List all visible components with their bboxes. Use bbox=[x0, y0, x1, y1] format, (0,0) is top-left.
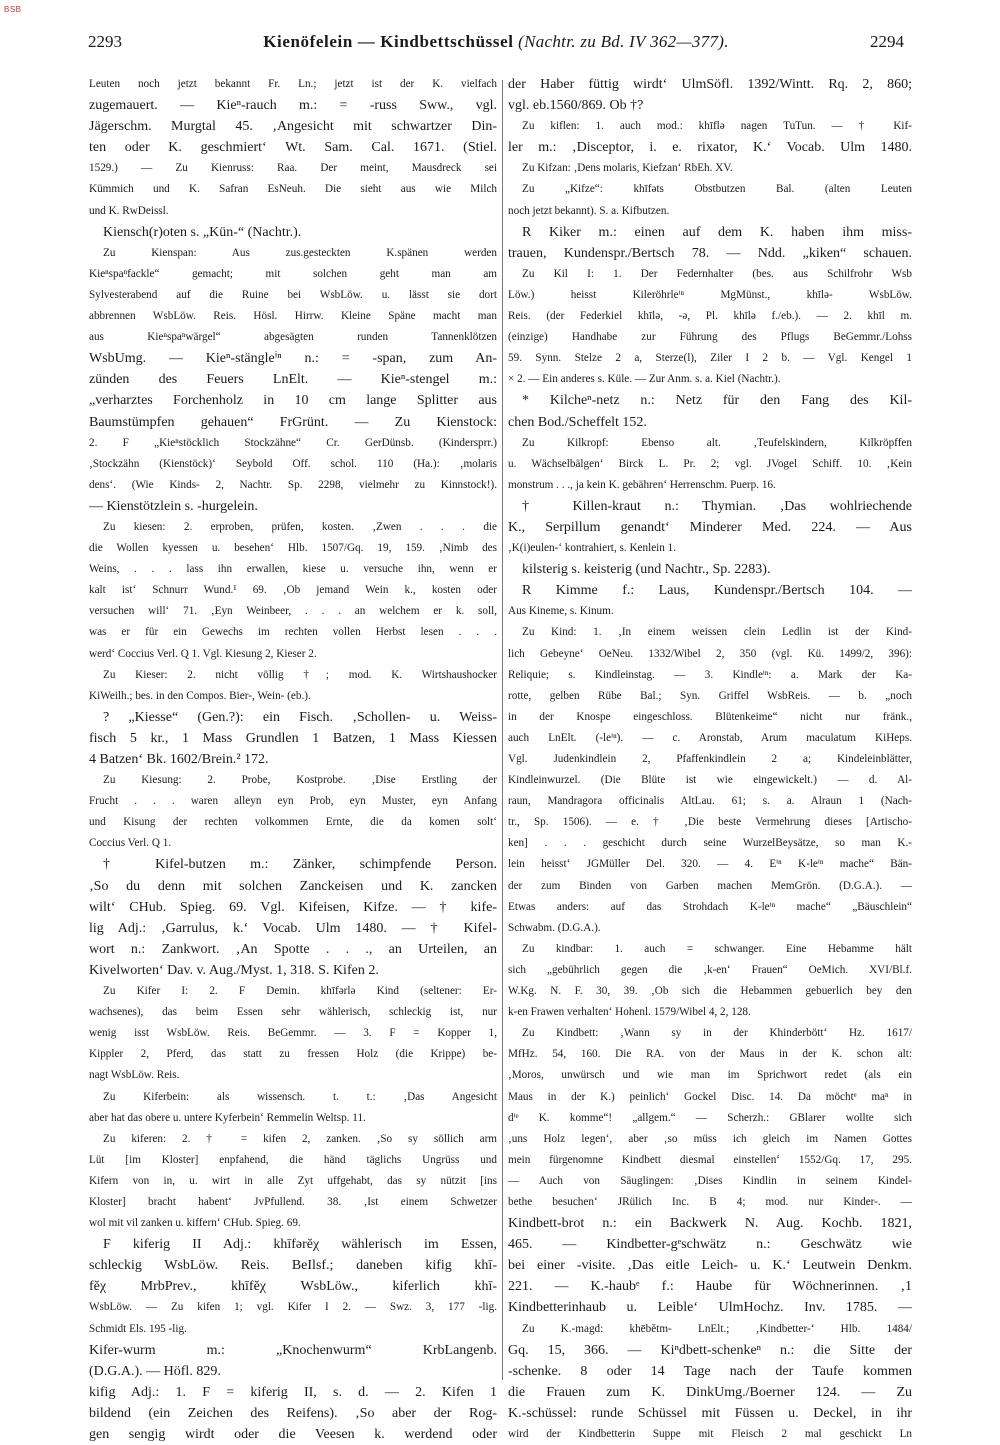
text-line: zünden des Feuers LnElt. — Kieⁿ-stengel m.: bbox=[89, 372, 497, 388]
text-line: Kümmich und K. Safran EsNeuh. Die sieht aus wie Milch bbox=[89, 183, 497, 196]
text-line: Zu Kifzan: ‚Dens molaris, Kiefzan‘ RbEh. XV. bbox=[522, 162, 733, 175]
text-line: ‚So du denn mit solchen Zanckeisen und K. zancken bbox=[89, 878, 497, 894]
text-line: Zu Kil I: 1. Der Federnhalter (bes. aus Schilfrohr Wsb bbox=[522, 267, 912, 280]
text-line: ‚Stockzähn (Kienstöck)‘ Seybold Off. schol. 110 (Ha.): ‚molaris bbox=[89, 457, 497, 470]
text-line: Zu Kienspan: Aus zus.gesteckten K.spänen werden bbox=[103, 246, 497, 259]
text-line: schleckig WsbLöw. Reis. BeIlsf.; daneben kifig khī- bbox=[89, 1258, 497, 1274]
text-line: Zu Kindbett: ‚Wann sy in der Khinderbött‘ Hz. 1617/ bbox=[522, 1027, 912, 1040]
text-line: × 2. — Ein anderes s. Küle. — Zur Anm. s. a. Kiel (Nachtr.). bbox=[508, 373, 781, 386]
text-line: Zu kiferen: 2. † = kifen 2, zanken. ‚So sy söllich arm bbox=[103, 1132, 497, 1145]
text-line: aus Kieⁿspaⁿwärgel“ abgesägten runden Tannenklötzen bbox=[89, 331, 497, 344]
text-line: fisch 5 kr., 1 Mass Grundlen 1 Batzen, 1 Mass Kiessen bbox=[89, 730, 497, 746]
text-line: Aus Kineme, s. Kinum. bbox=[508, 605, 614, 618]
text-line: der Haber füttig wirdt‘ UlmSöfl. 1392/Wintt. Rq. 2, 860; bbox=[508, 77, 912, 92]
text-line: Kindbetterinhaub u. Leible‘ UlmHochz. Inv. 1785. — bbox=[508, 1300, 912, 1316]
text-line: ler m.: ‚Disceptor, i. e. rixator, K.‘ Vocab. Ulm 1480. bbox=[508, 140, 912, 156]
text-line: gen sengig wirdt oder die Veesen k. werdend oder bbox=[89, 1427, 497, 1442]
text-line: monstrum . . ., ja kein K. gebähren‘ Herrenschm. Puerp. 16. bbox=[508, 478, 776, 491]
text-line: — Kienstötzlein s. -hurgelein. bbox=[89, 498, 258, 514]
text-line: lein heisst‘ JGMüller Del. 320. — 4. Eⁱⁿ K-leⁱⁿ mache“ Bän- bbox=[508, 858, 912, 871]
text-line: trauen, Kundenspr./Bertsch 78. — Ndd. „kiken“ schauen. bbox=[508, 245, 912, 261]
text-line: mein fürgenomne Kindbett diesmal einstellen‘ 1552/Gq. 17, 295. bbox=[508, 1153, 912, 1166]
text-line: Sylvesterabend auf die Ruine bei WsbLöw. u. lässt sie dort bbox=[89, 288, 497, 301]
text-line: Etwas anders: auf das Strohdach K-leⁱⁿ mache“ „Bäuschlein“ bbox=[508, 900, 912, 913]
text-line: der zum Binden von Garben machen MemGrön. (D.G.A.). — bbox=[508, 879, 912, 892]
text-line: Zu Kieser: 2. nicht völlig †; mod. K. Wirtshaushocker bbox=[103, 668, 497, 681]
text-line: Zu kiflen: 1. auch mod.: khīflə nagen TuTun. — † Kif- bbox=[522, 120, 912, 133]
text-line: Vgl. Judenkindlein 2, Pfaffenkindlein 2 a; Kindeleinblätter, bbox=[508, 753, 912, 765]
text-line: dens‘. (Wie Kinds- 2, Nachtr. Sp. 2298, vielmehr zu Kinnstock!). bbox=[89, 478, 497, 491]
text-line: und Kisung der rechten volkommen Ernte, die da komen solt‘ bbox=[89, 816, 497, 829]
library-stamp: BSB bbox=[4, 5, 22, 14]
text-line: vgl. eb.1560/869. Ob †? bbox=[508, 98, 644, 114]
text-line: Kloster] bracht habent‘ JvPfullend. 38. ‚Ist einem Schwetzer bbox=[89, 1195, 497, 1208]
text-line: lich Gebeyne‘ OeNeu. 1332/Wibel 2, 350 (vgl. Kü. 1499/2, 396): bbox=[508, 647, 912, 660]
text-line: Kindleinwurzel. (Die Blüte ist wie eingewickelt.) — d. Al- bbox=[508, 774, 912, 787]
running-title bbox=[88, 32, 904, 52]
text-line: „verharztes Forchenholz in 10 cm lange Splitter aus bbox=[89, 393, 497, 409]
text-line: ten oder K. geschmiert‘ Wt. Sam. Cal. 1671. (Stiel. bbox=[89, 140, 497, 156]
text-line: wol mit vil zanken u. kiffern‘ CHub. Spieg. 69. bbox=[89, 1217, 301, 1230]
text-line: Zu kiesen: 2. erproben, prüfen, kosten. ‚Zwen . . . die bbox=[103, 520, 497, 533]
running-title-main: Kienöfelein — Kindbettschüssel bbox=[263, 32, 514, 51]
text-line: kifig Adj.: 1. F = kiferig II, s. d. — 2. Kifen 1 bbox=[89, 1384, 497, 1400]
text-line: R Kiker m.: einen auf dem K. haben ihm miss- bbox=[522, 224, 912, 240]
text-line: u. Wächselbälgen‘ Birck L. Pr. 2; vgl. JVogel Schiff. 10. ‚Kein bbox=[508, 457, 912, 470]
text-line: wachsenes), das beim Essen sehr wählerisch, schleckig ist, nur bbox=[89, 1006, 497, 1019]
text-line: Kippler 2, Pferd, das statt zu fressen Holz (die Krippe) be- bbox=[89, 1048, 497, 1061]
text-line: fĕχ MrbPrev., khīfĕχ WsbLöw., kiferlich khī- bbox=[89, 1279, 497, 1295]
page-number-left: 2293 bbox=[88, 32, 122, 51]
text-line: versuchen will‘ 71. ‚Eyn Weinbeer, . . . an welchem er k. soll, bbox=[89, 605, 497, 618]
text-line: bethe besuchen‘ JRülich Inc. B 4; mod. nur Kinder-. — bbox=[508, 1195, 912, 1208]
text-line: Zu kindbar: 1. auch = schwanger. Eine Hebamme hält bbox=[522, 942, 912, 955]
text-line: abbrennen WsbLöw. Reis. Hösl. Hirrw. Kleine Späne macht man bbox=[89, 310, 497, 323]
text-line: bei einer -visite. ‚Das eitle Leich- u. K.‘ Leutwein Denkm. bbox=[508, 1258, 912, 1274]
text-line: Kieⁿspaⁿfackle“ gemacht; mit solchen geht man am bbox=[89, 267, 497, 280]
text-line: (einzige) Handhabe zur Führung des Pflugs BeGemmr./Lohss bbox=[508, 331, 912, 344]
text-line: ken] . . . geschicht durch seine WurzelBeysätze, so man K.- bbox=[508, 837, 912, 850]
left-text-column bbox=[89, 74, 497, 1445]
text-line: Schwabm. (D.G.A.). bbox=[508, 921, 601, 934]
text-line: Coccius Verl. Q 1. bbox=[89, 837, 172, 850]
text-line: in der Knospe eingeschloss. Blütenkeime“ nicht nur fränk., bbox=[508, 710, 912, 723]
text-line: wenig isst WsbLöw. Reis. BeGemmr. — 3. F = Kopper 1, bbox=[89, 1027, 497, 1040]
text-line: Kindbett-brot n.: ein Backwerk N. Aug. Kochb. 1821, bbox=[508, 1216, 912, 1232]
text-line: tr., Sp. 1506). — e. † ‚Die beste Vermehrung dieses [Artischo- bbox=[508, 816, 912, 829]
text-line: 59. Synn. Stelze 2 a, Sterze(l), Ziler I 2 b. — Vgl. Kengel 1 bbox=[508, 352, 912, 365]
text-line: R Kimme f.: Laus, Kundenspr./Bertsch 104. — bbox=[522, 583, 912, 599]
text-line: raun, Mandragora officinalis AltLau. 61; s. a. Alraun 1 (Nach- bbox=[508, 795, 912, 808]
text-line: Kivelworten‘ Dav. v. Aug./Myst. 1, 318. S. Kifen 2. bbox=[89, 962, 379, 978]
text-line: F kiferig II Adj.: khīfərĕχ wählerisch im Essen, bbox=[103, 1237, 497, 1253]
text-line: die Wollen kyessen u. besehen‘ Hlb. 1507/Gq. 19, 159. ‚Nimb des bbox=[89, 542, 497, 555]
text-line: was er für ein Gewechs im rechten vollen Herbst lesen . . . bbox=[89, 626, 497, 639]
text-line: die Frauen zum K. DinkUmg./Boerner 124. — Zu bbox=[508, 1384, 912, 1400]
text-line: werd‘ Coccius Verl. Q 1. Vgl. Kiesung 2, Kieser 2. bbox=[89, 647, 317, 660]
text-line: und K. RwDeissl. bbox=[89, 204, 169, 217]
text-line: Zu K.-magd: khēbĕtm- LnElt.; ‚Kindbetter-‘ Hlb. 1484/ bbox=[522, 1322, 912, 1335]
running-title-note: (Nachtr. zu Bd. IV 362—377). bbox=[518, 32, 729, 51]
text-line: Zu Kilkropf: Ebenso alt. ‚Teufelskindern, Kilkröpffen bbox=[522, 436, 912, 449]
text-line: (D.G.A.). — Höfl. 829. bbox=[89, 1363, 221, 1379]
text-line: WsbUmg. — Kieⁿ-stängleⁱⁿ n.: = -span, zum An- bbox=[89, 351, 497, 367]
text-line: Zu Kifer I: 2. F Demin. khīfərlə Kind (seltener: Er- bbox=[103, 985, 497, 998]
text-line: 2. F „Kieⁿstöcklich Stockzähne“ Cr. GerDünsb. (Kindersprr.) bbox=[89, 436, 497, 449]
column-divider bbox=[502, 80, 503, 1380]
text-line: wird der Kindbetterin Suppe mit Fleisch 2 mal geschickt Ln bbox=[508, 1428, 912, 1440]
text-line: ‚Moros, unwürsch und wie man im Sprichwort redet (als ein bbox=[508, 1069, 912, 1082]
text-line: K., Serpillum genandt‘ Minderer Med. 224. — Aus bbox=[508, 519, 912, 535]
text-line: wilt‘ CHub. Spieg. 69. Vgl. Kifeisen, Kifze. — † kife- bbox=[89, 899, 497, 915]
text-line: Kifern von in, u. wirt in alle Zyt uffgehabt, das sy nützit [ins bbox=[89, 1174, 497, 1187]
text-line: W.Kg. N. F. 30, 39. ‚Ob sich die Hebammen gebuerlich bey den bbox=[508, 985, 912, 998]
text-line: nagt WsbLöw. Reis. bbox=[89, 1069, 180, 1082]
text-line: kilsterig s. keisterig (und Nachtr., Sp. 2283). bbox=[522, 562, 771, 578]
text-line: Löw.) heisst Kileröhrleⁱⁿ MgMünst., khīlə- WsbLöw. bbox=[508, 288, 912, 301]
text-line: † Kifel-butzen m.: Zänker, schimpfende Person. bbox=[103, 857, 497, 873]
text-line: sich „gebührlich gegen die ‚k-en‘ Frauen“ OeMich. XVI/Bl.f. bbox=[508, 963, 912, 976]
text-line: Zu Kiesung: 2. Probe, Kostprobe. ‚Dise Erstling der bbox=[103, 774, 497, 787]
text-line: Kiensch(r)oten s. „Kün-“ (Nachtr.). bbox=[103, 224, 302, 240]
text-line: bildend (ein Zeichen des Reifens). ‚So aber der Rog- bbox=[89, 1405, 497, 1421]
text-line: dⁱᵉ K. komme“! „allgem.“ — Scherzh.: GBlarer wollte sich bbox=[508, 1111, 912, 1124]
text-line: KiWeilh.; bes. in den Compos. Bier-, Wein- (eb.). bbox=[89, 689, 311, 702]
text-line: Baumstümpfen gehauen“ FrGrünt. — Zu Kienstock: bbox=[89, 414, 497, 430]
text-line: 1529.) — Zu Kienruss: Raa. Der meint, Mausdreck sei bbox=[89, 162, 497, 175]
text-line: Zu „Kifze“: khīfəts Obstbutzen Bal. (alten Leuten bbox=[522, 183, 912, 196]
text-line: Lüt [im Kloster] enpfahend, die händ täglichs Ungrüss und bbox=[89, 1153, 497, 1166]
text-line: Leuten noch jetzt bekannt Fr. Ln.; jetzt ist der K. vielfach bbox=[89, 78, 497, 90]
right-text-column bbox=[508, 74, 912, 1445]
text-line: Kifer-wurm m.: „Knochenwurm“ KrbLangenb. bbox=[89, 1342, 497, 1358]
text-line: Schmidt Els. 195 -lig. bbox=[89, 1322, 187, 1335]
text-line: K.-schüssel: runde Schüssel mit Füssen u. Deckel, in ihr bbox=[508, 1405, 912, 1421]
text-line: Frucht . . . waren alleyn eyn Prob, eyn Muster, eyn Anfang bbox=[89, 795, 497, 808]
text-line: 4 Batzen‘ Bk. 1602/Brein.² 172. bbox=[89, 752, 269, 767]
text-line: k-en Frawen verhalten‘ Hohenl. 1579/Wibel 4, 2, 128. bbox=[508, 1006, 751, 1019]
text-line: Reliquie; s. Kindleinstag. — 3. Kindleⁱⁿ: a. Mark der Ka- bbox=[508, 668, 912, 681]
page-number-right: 2294 bbox=[870, 32, 904, 51]
text-line: Maus in der K.) peinlich‘ Gockel Disc. 14. Da möchtᵉ maⁿ in bbox=[508, 1090, 912, 1103]
text-line: — Auch von Säuglingen: ‚Dises Kindlin in seinem Kindel- bbox=[508, 1174, 912, 1187]
text-line: ‚K(i)eulen-‘ kontrahiert, s. Kenlein 1. bbox=[508, 542, 677, 555]
text-line: Reis. (der Federkiel khīlə, -ə, Pl. khīlə f./eb.). — 2. khīl m. bbox=[508, 310, 912, 323]
text-line: rotte, gelben Rübe Bal.; Syn. Griffel WsbReis. — b. „noch bbox=[508, 689, 912, 702]
text-line: Zu Kind: 1. ‚In einem weissen clein Ledlin ist der Kind- bbox=[522, 626, 912, 639]
text-line: WsbLöw. — Zu kifen 1; vgl. Kifer I 2. — Swz. 3, 177 -lig. bbox=[89, 1301, 497, 1314]
text-line: chen Bod./Scheffelt 152. bbox=[508, 414, 647, 430]
text-line: ? „Kiesse“ (Gen.?): ein Fisch. ‚Schollen- u. Weiss- bbox=[103, 709, 497, 725]
text-line: lig Adj.: ‚Garrulus, k.‘ Vocab. Ulm 1480. — † Kifel- bbox=[89, 920, 497, 936]
text-line: zugemauert. — Kieⁿ-rauch m.: = -russ Sww., vgl. bbox=[89, 98, 497, 114]
text-line: wort n.: Zankwort. ‚An Spotte . . ., an Urteilen, an bbox=[89, 941, 497, 957]
text-line: † Killen-kraut n.: Thymian. ‚Das wohlriechende bbox=[522, 498, 912, 514]
text-line: Weins, . . . lass ihn erwallen, kiese u. versuche ihn, wenn er bbox=[89, 563, 497, 576]
text-line: 221. — K.-haubᵉ f.: Haube für Wöchnerinnen. ‚1 bbox=[508, 1279, 912, 1295]
text-line: Jägerschm. Murgtal 45. ‚Angesicht mit schwartzer Din- bbox=[89, 119, 497, 135]
text-line: -schenke. 8 oder 14 Tage nach der Taufe kommen bbox=[508, 1363, 912, 1379]
text-line: MfHz. 54, 160. Die RA. von der Maus in der K. schon alt: bbox=[508, 1048, 912, 1061]
text-line: ‚uns Holz legen‘, aber ‚so müss ich gleich im Namen Gottes bbox=[508, 1132, 912, 1145]
text-line: auch LnElt. (-leⁱⁿ). — c. Aronstab, Arum maculatum KiHeps. bbox=[508, 731, 912, 744]
text-line: Gq. 15, 366. — Kiⁿdbett-schenkeⁿ n.: die Sitte der bbox=[508, 1342, 912, 1358]
page-header bbox=[88, 32, 904, 58]
text-line: Zu Kiferbein: als wissensch. t. t.: ‚Das Angesicht bbox=[103, 1090, 497, 1103]
text-line: 465. — Kindbetter-gᵉschwätz n.: Geschwätz wie bbox=[508, 1237, 912, 1253]
text-line: kalt ist‘ Schnurr Wund.¹ 69. ‚Ob jemand Wein k., kosten oder bbox=[89, 584, 497, 597]
text-line: aber hat das obere u. untere Kyferbein‘ Remmelin Weltsp. 11. bbox=[89, 1111, 366, 1124]
text-line: * Kilcheⁿ-netz n.: Netz für den Fang des Kil- bbox=[522, 393, 912, 409]
text-line: noch jetzt bekannt). S. a. Kifbutzen. bbox=[508, 204, 670, 217]
